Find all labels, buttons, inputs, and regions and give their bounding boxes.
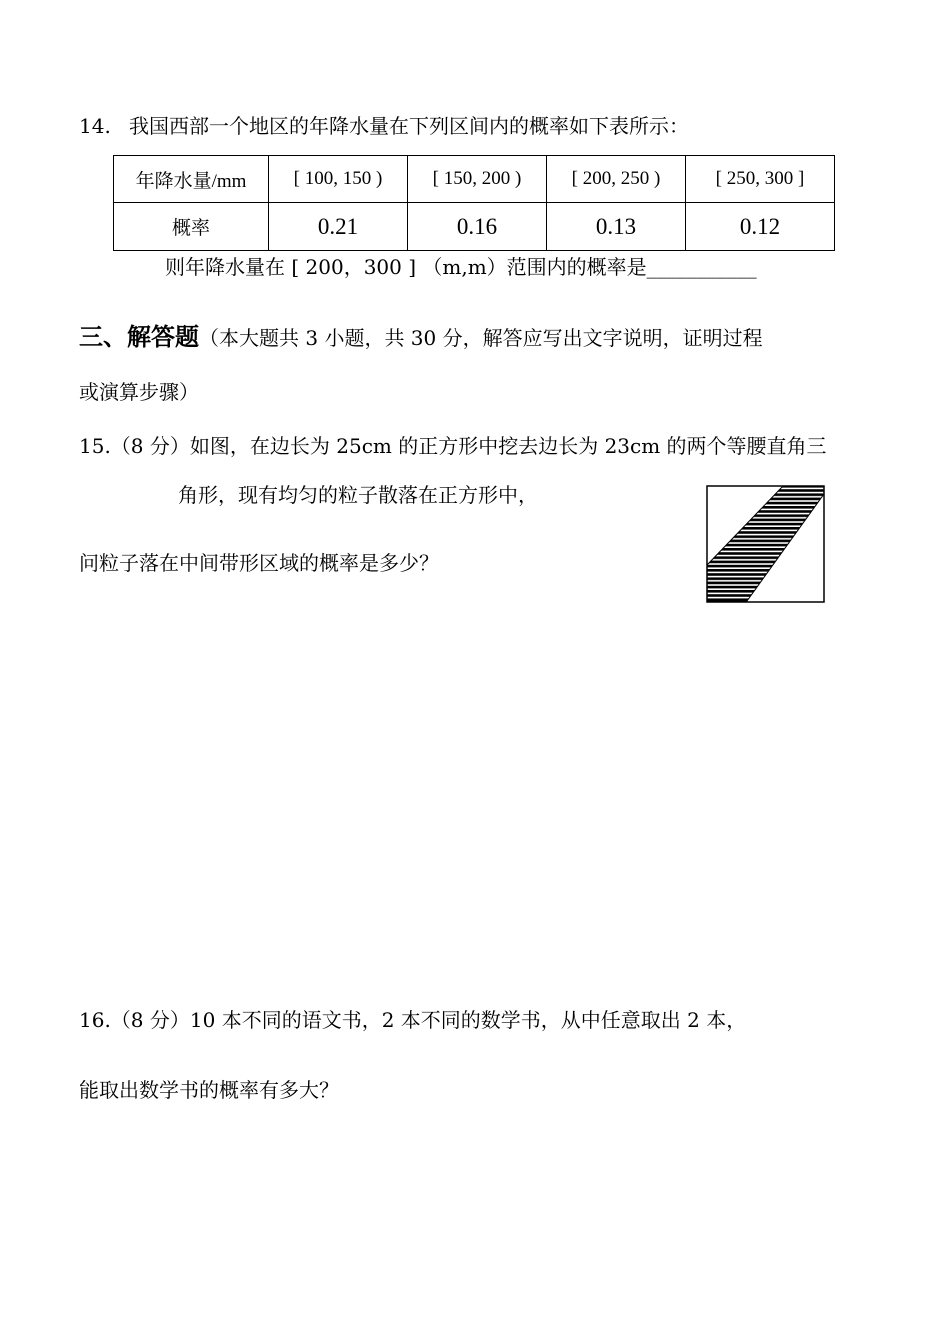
question-16-line-1: 16.（8 分）10 本不同的语文书，2 本不同的数学书，从中任意取出 2 本， — [79, 1008, 747, 1032]
section-3-note-continued: 或演算步骤） — [79, 380, 199, 404]
table-cell: 0.12 — [686, 203, 835, 251]
section-3-title: 三、解答题 — [79, 322, 199, 351]
table-cell: 0.16 — [408, 203, 547, 251]
table-header-cell: [ 150, 200 ) — [408, 156, 547, 203]
question-14-followup: 则年降水量在 [ 200，300 ] （m,m）范围内的概率是___________ — [165, 255, 757, 279]
table-row-label: 概率 — [114, 203, 269, 251]
table-header-cell: [ 200, 250 ) — [547, 156, 686, 203]
question-15-line-1: 15.（8 分）如图，在边长为 25cm 的正方形中挖去边长为 23cm 的两个等腰直角三 — [79, 434, 827, 458]
table-cell: 0.21 — [269, 203, 408, 251]
question-15-line-3: 问粒子落在中间带形区域的概率是多少？ — [79, 551, 439, 575]
table-header-cell: [ 250, 300 ] — [686, 156, 835, 203]
section-3-heading — [79, 322, 763, 351]
table-cell: 0.13 — [547, 203, 686, 251]
question-14-number: 14. — [79, 114, 111, 138]
table-header-cell: 年降水量/mm — [114, 156, 269, 203]
question-16-line-2: 能取出数学书的概率有多大？ — [79, 1078, 339, 1102]
rainfall-probability-table — [113, 155, 835, 251]
table-header-row — [114, 156, 835, 203]
section-3-note: （本大题共 3 小题，共 30 分，解答应写出文字说明，证明过程 — [199, 326, 763, 350]
table-row — [114, 203, 835, 251]
square-band-figure — [706, 485, 826, 604]
question-14-stem — [79, 114, 689, 138]
question-15-line-2: 角形，现有均匀的粒子散落在正方形中， — [178, 483, 538, 507]
table-header-cell: [ 100, 150 ) — [269, 156, 408, 203]
question-14-text: 我国西部一个地区的年降水量在下列区间内的概率如下表所示： — [129, 114, 689, 138]
